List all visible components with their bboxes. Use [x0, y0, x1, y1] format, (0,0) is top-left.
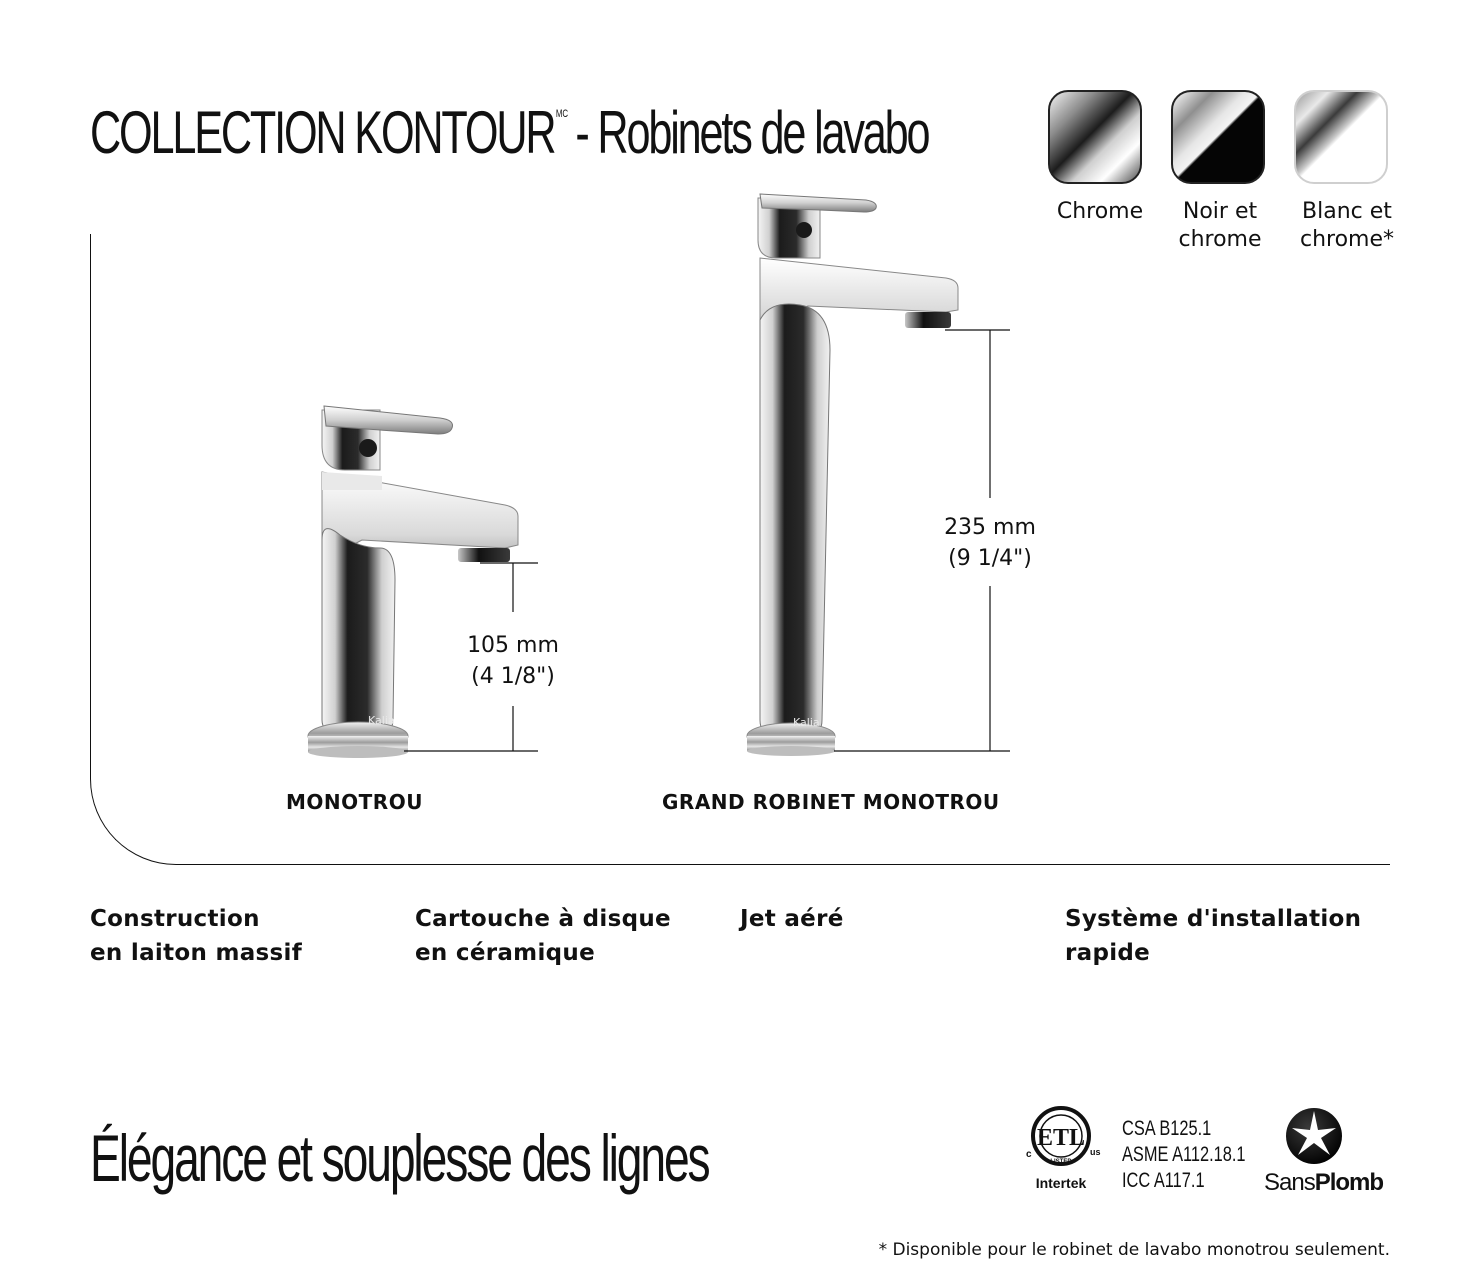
etl-listed-logo: [1026, 1108, 1101, 1191]
svg-text:SansPlomb: [1264, 1169, 1383, 1196]
etl-us-mark: us: [1090, 1147, 1101, 1157]
tall-height-metric: 235 mm: [944, 515, 1036, 540]
small-height-imperial: (4 1/8"): [471, 664, 555, 689]
standard-icc: ICC A117.1: [1122, 1169, 1205, 1192]
sans-plomb-suffix: Plomb: [1314, 1169, 1384, 1196]
standard-csa: CSA B125.1: [1122, 1117, 1212, 1140]
feature-quick-install: Système d'installation rapide: [1065, 906, 1362, 966]
small-height-dimension: [448, 630, 578, 692]
feature-solid-brass: Construction en laiton massif: [90, 906, 303, 966]
etl-letters: ETL: [1036, 1125, 1086, 1151]
sans-plomb-prefix: Sans: [1264, 1169, 1315, 1196]
etl-ring-text: LISTED: [1050, 1159, 1072, 1165]
single-hole-faucet-image: [308, 406, 518, 758]
finish-label-white-chrome: Blanc et chrome*: [1299, 199, 1395, 252]
lead-free-logo: [1264, 1108, 1383, 1196]
finish-label-chrome: Chrome: [1056, 199, 1144, 224]
brand-mark-small: Kalia: [368, 714, 395, 727]
standard-asme: ASME A112.18.1: [1122, 1143, 1246, 1166]
model-name-tall-single-hole: GRAND ROBINET MONOTROU: [662, 790, 1000, 814]
title-subtitle: - Robinets de lavabo: [575, 99, 929, 166]
model-name-single-hole: MONOTROU: [286, 790, 423, 814]
collection-name: COLLECTION KONTOUR: [90, 99, 555, 166]
feature-ceramic-cartridge: Cartouche à disque en céramique: [415, 906, 671, 966]
intertek-caption: Intertek: [1035, 1175, 1087, 1191]
tagline: Élégance et souplesse des lignes: [90, 1121, 709, 1195]
tall-height-imperial: (9 1/4"): [948, 546, 1032, 571]
finish-label-black-chrome: Noir et chrome: [1178, 199, 1262, 252]
brand-mark-tall: Kalia: [793, 716, 820, 729]
tall-single-hole-faucet-image: [747, 194, 958, 756]
small-height-metric: 105 mm: [467, 633, 559, 658]
trademark-mark: MC: [555, 108, 569, 120]
feature-aerated-stream: Jet aéré: [740, 906, 844, 932]
etl-canada-mark: c: [1026, 1149, 1032, 1160]
footnote: * Disponible pour le robinet de lavabo monotrou seulement.: [878, 1240, 1390, 1260]
certification-standards: [1122, 1116, 1246, 1194]
tall-height-dimension: [925, 512, 1055, 574]
